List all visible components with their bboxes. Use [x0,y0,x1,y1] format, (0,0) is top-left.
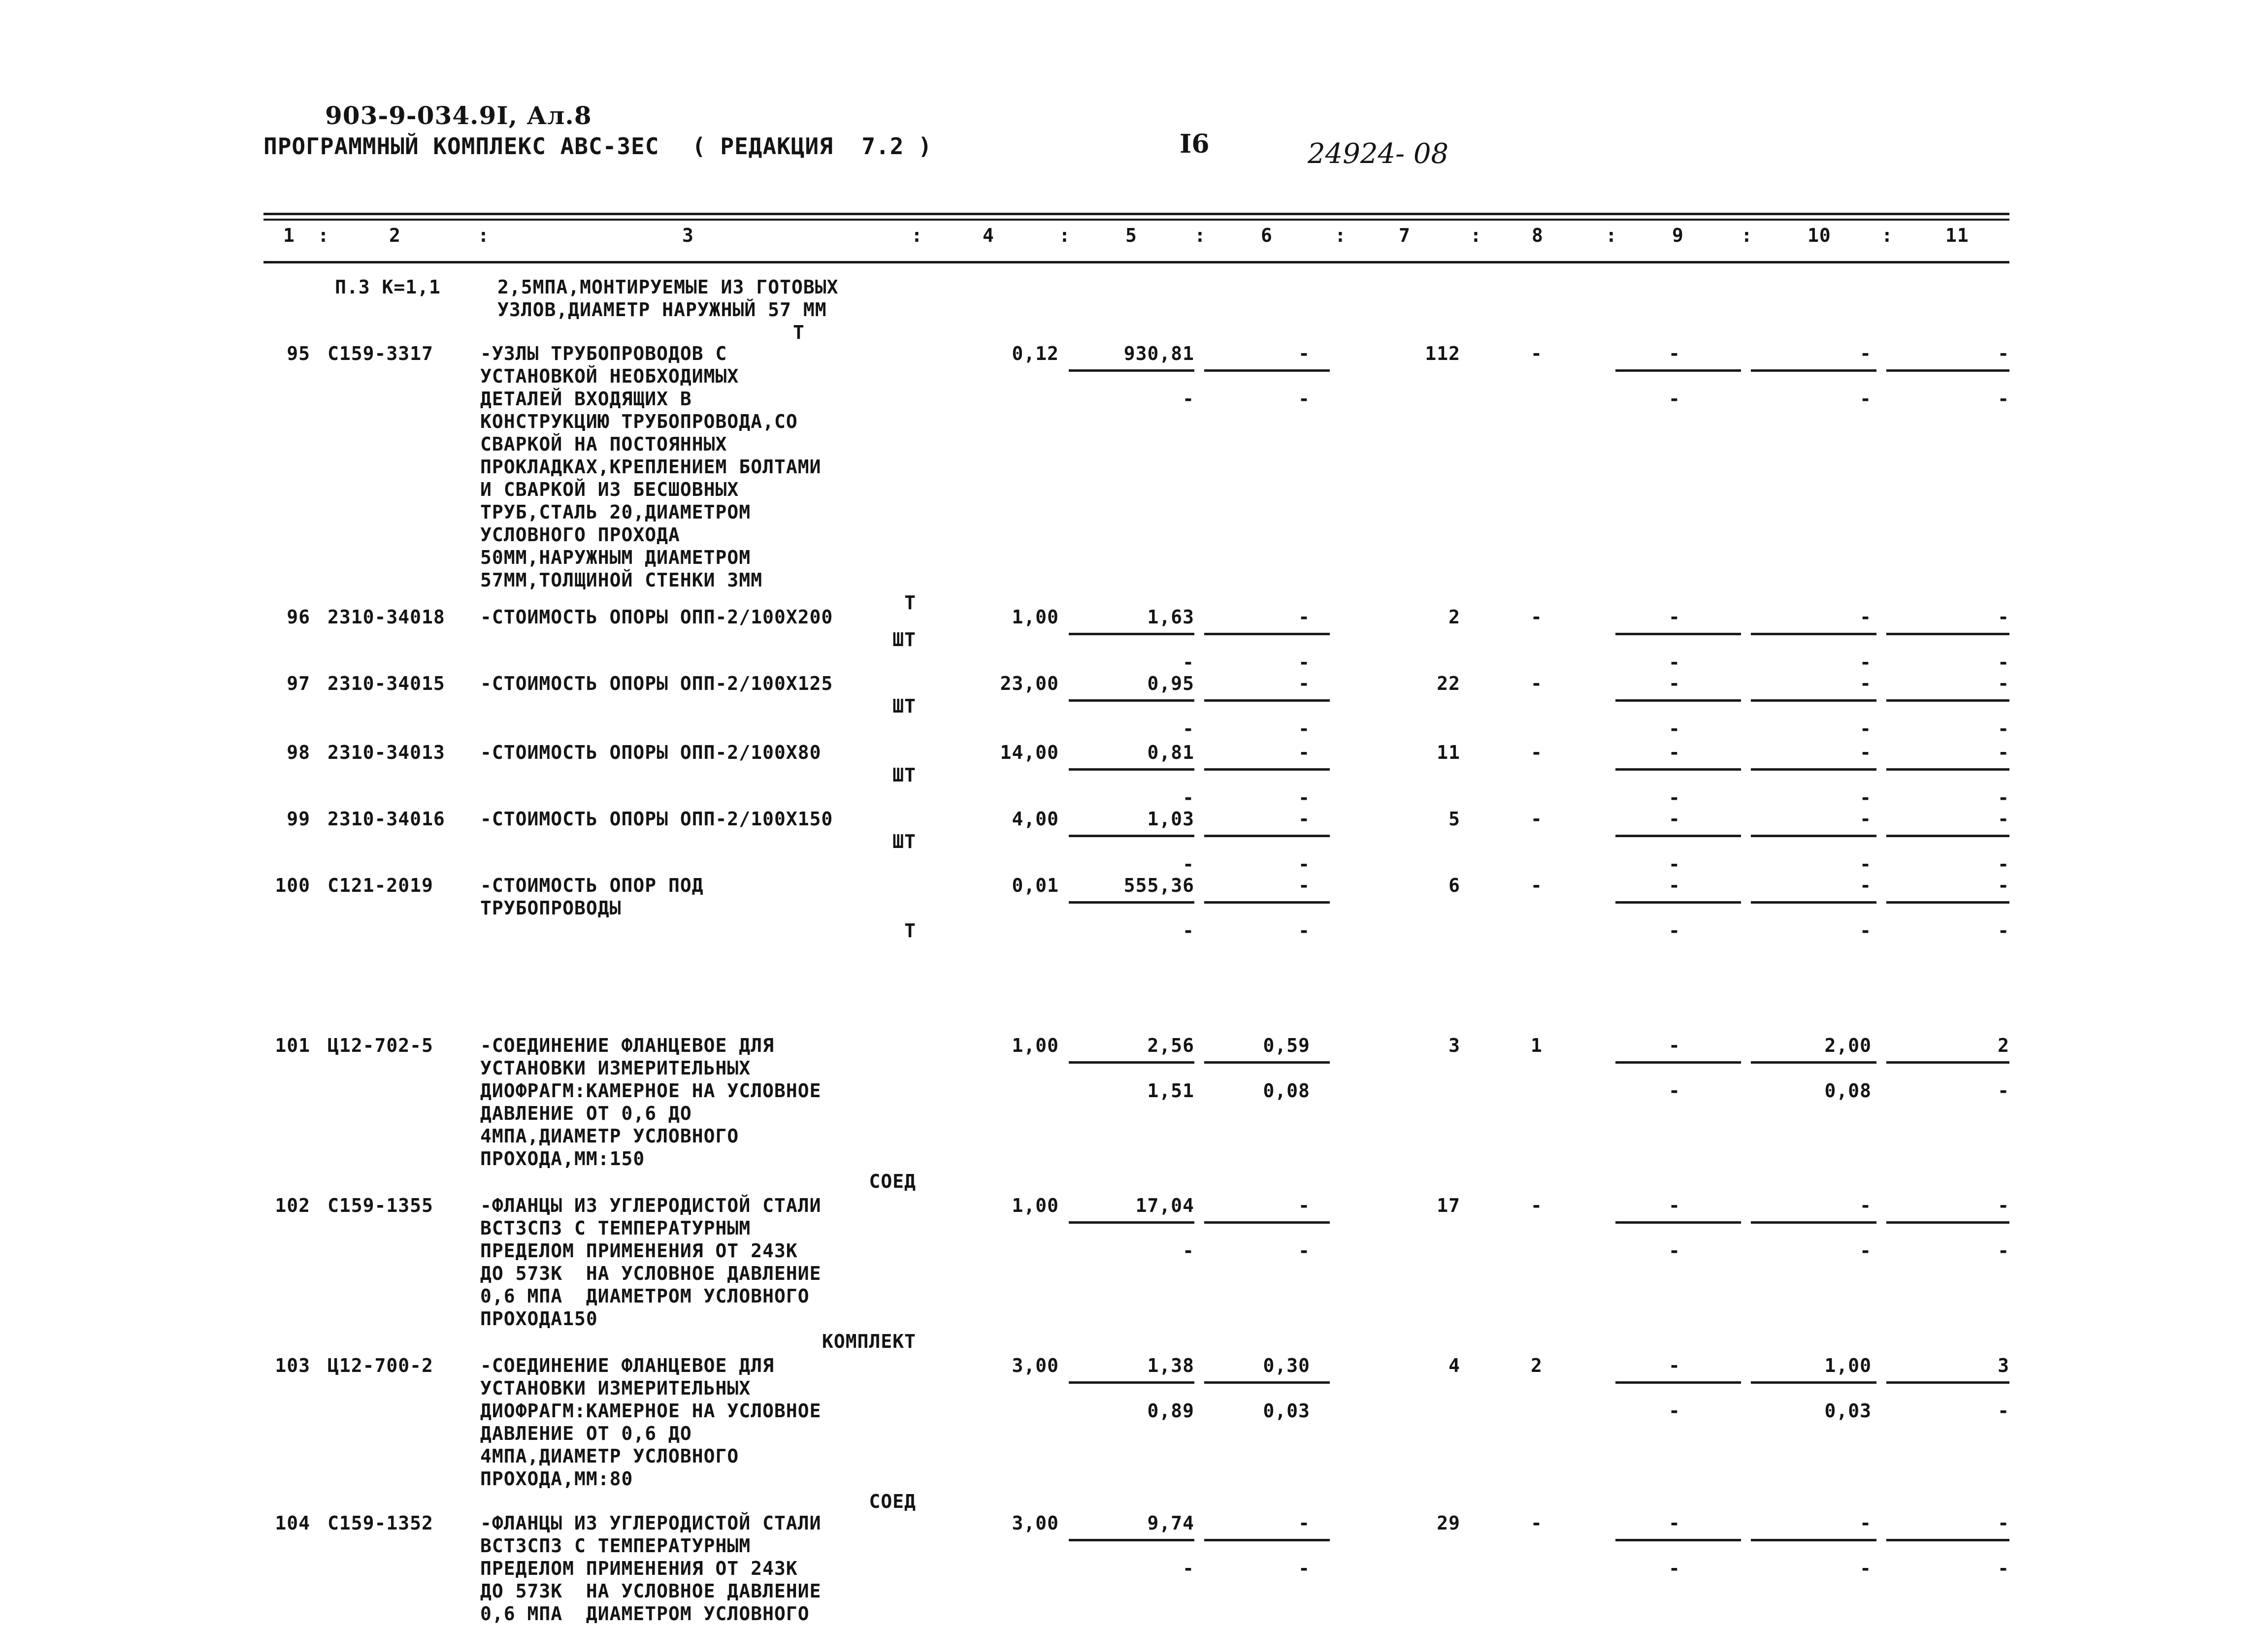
row-description-line: ДИОФРАГМ:КАМЕРНОЕ НА УСЛОВНОЕ [480,1080,822,1102]
row-description-line: ТРУБ,СТАЛЬ 20,ДИАМЕТРОМ [480,501,751,523]
cell-col8: 1 [1531,1035,1543,1056]
cell-underline-rule [1615,699,1741,702]
cell-underline-rule [1886,1381,2009,1384]
row-number: 101 [275,1035,310,1056]
cell-underline-rule [1615,835,1741,837]
row-description-line: ВСТ3СП3 С ТЕМПЕРАТУРНЫМ [480,1535,751,1557]
column-separator: : [1335,225,1347,246]
row-code: 2310-34013 [328,742,445,763]
row-description-line: УСЛОВНОГО ПРОХОДА [480,524,680,546]
cell-underline-rule [1751,369,1876,372]
cell-col10: - [1860,875,1872,896]
cell-col11-wage: - [1998,853,2009,875]
cell-unit-cost-wage: - [1183,388,1194,410]
cell-col11-wage: - [1998,718,2009,740]
cell-col11: - [1998,1512,2009,1534]
cell-underline-rule [1886,768,2009,771]
column-number-8: 8 [1532,225,1544,246]
cell-underline-rule [1069,1061,1194,1064]
column-separator: : [1470,225,1482,246]
cell-quantity: 1,00 [1012,1035,1059,1056]
cell-underline-rule [1615,901,1741,904]
cell-underline-rule [1886,1539,2009,1541]
cell-unit-cost: 1,03 [1147,808,1194,830]
cell-col6-wage: - [1298,1558,1310,1579]
cell-col10: - [1860,1512,1872,1534]
row-number: 99 [287,808,310,830]
cell-col10-wage: - [1860,920,1872,942]
cell-unit-cost-wage: - [1183,1558,1194,1579]
edition-label: ( РЕДАКЦИЯ 7.2 ) [692,133,932,160]
cell-col11: - [1998,606,2009,628]
cell-col10-wage: - [1860,652,1872,673]
row-description-line: -ФЛАНЦЫ ИЗ УГЛЕРОДИСТОЙ СТАЛИ [480,1195,822,1216]
row-description-line: ДАВЛЕНИЕ ОТ 0,6 ДО [480,1103,692,1124]
cell-underline-rule [1204,699,1330,702]
row-description-line: УСТАНОВКОЙ НЕОБХОДИМЫХ [480,365,739,387]
row-description-line: -СТОИМОСТЬ ОПОРЫ ОПП-2/100Х150 [480,808,833,830]
row-code: Ц12-702-5 [328,1035,433,1056]
row-description-line: -УЗЛЫ ТРУБОПРОВОДОВ С [480,343,727,364]
row-description-line: -СОЕДИНЕНИЕ ФЛАНЦЕВОЕ ДЛЯ [480,1035,774,1056]
cell-col6-wage: - [1298,652,1310,673]
cell-underline-rule [1204,901,1330,904]
column-number-11: 11 [1945,225,1969,246]
cell-unit-cost-wage: - [1183,853,1194,875]
row-description-line: -СТОИМОСТЬ ОПОРЫ ОПП-2/100Х200 [480,606,833,628]
row-number: 96 [287,606,310,628]
row-unit: ШТ [892,695,916,717]
cell-col10: - [1860,808,1872,830]
cell-unit-cost-wage: - [1183,1240,1194,1262]
cell-underline-rule [1615,369,1741,372]
cell-underline-rule [1615,1221,1741,1224]
cell-col6: - [1298,673,1310,694]
cell-col9-wage: - [1669,787,1680,809]
row-number: 100 [275,875,310,896]
cell-col11-wage: - [1998,1080,2009,1102]
row-unit: ШТ [892,764,916,786]
cell-underline-rule [1751,633,1876,635]
cell-col11-wage: - [1998,1400,2009,1422]
cell-underline-rule [1886,699,2009,702]
cell-unit-cost-wage: - [1183,920,1194,942]
cell-col6: - [1298,742,1310,763]
row-description-line: 4МПА,ДИАМЕТР УСЛОВНОГО [480,1125,739,1147]
column-number-3: 3 [682,225,694,246]
cell-total-cost: 29 [1437,1512,1460,1534]
cell-underline-rule [1751,768,1876,771]
cell-underline-rule [1886,901,2009,904]
cell-col8: - [1531,606,1543,628]
cell-underline-rule [1886,369,2009,372]
cell-col6-wage: - [1298,1240,1310,1262]
cell-col6: - [1298,808,1310,830]
cell-quantity: 4,00 [1012,808,1059,830]
column-number-5: 5 [1125,225,1137,246]
cell-underline-rule [1204,1221,1330,1224]
cell-underline-rule [1751,901,1876,904]
cell-col10: 1,00 [1824,1355,1872,1376]
cell-col10: - [1860,1195,1872,1216]
row-description-line: УСТАНОВКИ ИЗМЕРИТЕЛЬНЫХ [480,1057,751,1079]
row-description-line: ДЕТАЛЕЙ ВХОДЯЩИХ В [480,388,692,410]
document-code: 903-9-034.9I, Ал.8 [325,101,592,130]
cell-col6: - [1298,343,1310,364]
row-description-line: ДО 573К НА УСЛОВНОЕ ДАВЛЕНИЕ [480,1263,822,1284]
cell-col10: - [1860,673,1872,694]
cell-underline-rule [1069,835,1194,837]
column-separator: : [1741,225,1753,246]
row-description-line: ДИОФРАГМ:КАМЕРНОЕ НА УСЛОВНОЕ [480,1400,822,1422]
cell-col6-wage: 0,08 [1263,1080,1310,1102]
intro-text-line: УЗЛОВ,ДИАМЕТР НАРУЖНЫЙ 57 ММ [497,299,827,321]
row-description-line: -СТОИМОСТЬ ОПОРЫ ОПП-2/100Х80 [480,742,822,763]
cell-unit-cost-wage: - [1183,787,1194,809]
cell-underline-rule [1069,901,1194,904]
row-code: С121-2019 [328,875,433,896]
column-number-10: 10 [1808,225,1831,246]
cell-col10: 2,00 [1824,1035,1872,1056]
row-number: 95 [287,343,310,364]
cell-col9-wage: - [1669,1240,1680,1262]
cell-unit-cost: 0,81 [1147,742,1194,763]
column-separator: : [911,225,923,246]
row-unit: ШТ [892,831,916,852]
row-description-line: ПРЕДЕЛОМ ПРИМЕНЕНИЯ ОТ 243К [480,1558,798,1579]
cell-underline-rule [1204,1539,1330,1541]
cell-col9-wage: - [1669,853,1680,875]
cell-underline-rule [1615,1539,1741,1541]
cell-col6-wage: - [1298,718,1310,740]
cell-col11: - [1998,673,2009,694]
cell-underline-rule [1751,1381,1876,1384]
cell-underline-rule [1751,1539,1876,1541]
row-description-line: 0,6 МПА ДИАМЕТРОМ УСЛОВНОГО [480,1285,810,1307]
row-description-line: ПРОХОДА150 [480,1308,598,1330]
cell-col6-wage: - [1298,853,1310,875]
intro-unit: Т [793,322,805,343]
cell-underline-rule [1069,633,1194,635]
cell-col9: - [1669,673,1680,694]
cell-col9: - [1669,1355,1680,1376]
cell-total-cost: 4 [1448,1355,1460,1376]
row-unit: СОЕД [869,1491,916,1512]
cell-total-cost: 5 [1448,808,1460,830]
cell-total-cost: 11 [1437,742,1460,763]
column-number-1: 1 [283,225,295,246]
row-description-line: -СТОИМОСТЬ ОПОР ПОД [480,875,704,896]
row-code: 2310-34018 [328,606,445,628]
row-description-line: ПРОКЛАДКАХ,КРЕПЛЕНИЕМ БОЛТАМИ [480,456,822,478]
cell-col6: - [1298,1195,1310,1216]
cell-quantity: 1,00 [1012,1195,1059,1216]
row-description-line: ВСТ3СП3 С ТЕМПЕРАТУРНЫМ [480,1217,751,1239]
cell-col8: - [1531,343,1543,364]
row-description-line: -ФЛАНЦЫ ИЗ УГЛЕРОДИСТОЙ СТАЛИ [480,1512,822,1534]
cell-unit-cost: 1,63 [1147,606,1194,628]
row-description-line: КОНСТРУКЦИЮ ТРУБОПРОВОДА,СО [480,411,798,432]
column-number-7: 7 [1399,225,1411,246]
row-description-line: 50ММ,НАРУЖНЫМ ДИАМЕТРОМ [480,547,751,568]
cell-total-cost: 17 [1437,1195,1460,1216]
row-unit: Т [904,920,916,942]
cell-col11: - [1998,1195,2009,1216]
top-rule [263,213,2009,215]
cell-underline-rule [1204,1381,1330,1384]
row-number: 104 [275,1512,310,1534]
cell-total-cost: 3 [1448,1035,1460,1056]
cell-col8: - [1531,808,1543,830]
cell-col10: - [1860,606,1872,628]
intro-text-line: 2,5МПА,МОНТИРУЕМЫЕ ИЗ ГОТОВЫХ [497,276,839,298]
row-number: 97 [287,673,310,694]
cell-underline-rule [1615,768,1741,771]
cell-col11-wage: - [1998,388,2009,410]
cell-underline-rule [1751,1221,1876,1224]
cell-underline-rule [1751,835,1876,837]
cell-underline-rule [1615,633,1741,635]
cell-underline-rule [1886,1061,2009,1064]
cell-col10-wage: - [1860,787,1872,809]
column-number-6: 6 [1261,225,1273,246]
cell-col8: - [1531,1512,1543,1534]
row-unit: КОМПЛЕКТ [822,1331,916,1352]
row-number: 98 [287,742,310,763]
cell-unit-cost-wage: - [1183,718,1194,740]
row-description-line: ПРЕДЕЛОМ ПРИМЕНЕНИЯ ОТ 243К [480,1240,798,1262]
cell-unit-cost: 0,95 [1147,673,1194,694]
handwritten-number: 24924- 08 [1308,138,1449,170]
cell-col8: - [1531,742,1543,763]
header-bottom-rule [263,261,2009,263]
cell-col11-wage: - [1998,787,2009,809]
cell-col9: - [1669,1195,1680,1216]
cell-col9-wage: - [1669,1558,1680,1579]
row-description-line: ПРОХОДА,ММ:80 [480,1468,633,1490]
cell-col11-wage: - [1998,1558,2009,1579]
cell-total-cost: 2 [1448,606,1460,628]
column-separator: : [1059,225,1071,246]
cell-col9-wage: - [1669,1400,1680,1422]
row-code: С159-3317 [328,343,433,364]
top-rule-2 [263,219,2009,221]
row-code: С159-1352 [328,1512,433,1534]
cell-unit-cost: 930,81 [1123,343,1194,364]
cell-col11: 3 [1998,1355,2009,1376]
cell-col10-wage: 0,03 [1824,1400,1872,1422]
cell-col11: 2 [1998,1035,2009,1056]
row-code: 2310-34015 [328,673,445,694]
row-unit: Т [904,592,916,614]
intro-code: П.3 К=1,1 [335,276,441,298]
column-separator: : [318,225,329,246]
cell-col8: - [1531,1195,1543,1216]
cell-total-cost: 112 [1425,343,1460,364]
cell-underline-rule [1204,369,1330,372]
cell-underline-rule [1751,1061,1876,1064]
row-description-line: -СОЕДИНЕНИЕ ФЛАНЦЕВОЕ ДЛЯ [480,1355,774,1376]
cell-col9-wage: - [1669,1080,1680,1102]
cell-col6: 0,59 [1263,1035,1310,1056]
cell-col11: - [1998,808,2009,830]
cell-col9: - [1669,742,1680,763]
row-unit: ШТ [892,629,916,651]
cell-col10-wage: 0,08 [1824,1080,1872,1102]
cell-quantity: 0,01 [1012,875,1059,896]
cell-col6-wage: - [1298,920,1310,942]
cell-underline-rule [1069,768,1194,771]
cell-col9: - [1669,875,1680,896]
row-code: Ц12-700-2 [328,1355,433,1376]
cell-unit-cost: 1,38 [1147,1355,1194,1376]
cell-unit-cost-wage: - [1183,652,1194,673]
cell-underline-rule [1069,1221,1194,1224]
cell-col6-wage: 0,03 [1263,1400,1310,1422]
cell-col10-wage: - [1860,853,1872,875]
row-description-line: СВАРКОЙ НА ПОСТОЯННЫХ [480,433,727,455]
cell-quantity: 3,00 [1012,1355,1059,1376]
cell-unit-cost: 17,04 [1135,1195,1194,1216]
cell-underline-rule [1069,369,1194,372]
cell-col11-wage: - [1998,1240,2009,1262]
page-number: I6 [1180,129,1210,159]
cell-underline-rule [1204,1061,1330,1064]
cell-col11: - [1998,742,2009,763]
cell-col10-wage: - [1860,388,1872,410]
cell-unit-cost-wage: 0,89 [1147,1400,1194,1422]
cell-col6-wage: - [1298,388,1310,410]
cell-quantity: 14,00 [1000,742,1059,763]
column-separator: : [1606,225,1617,246]
cell-quantity: 1,00 [1012,606,1059,628]
cell-underline-rule [1615,1061,1741,1064]
row-description-line: 4МПА,ДИАМЕТР УСЛОВНОГО [480,1445,739,1467]
cell-col9-wage: - [1669,718,1680,740]
cell-col11-wage: - [1998,652,2009,673]
cell-col9: - [1669,1512,1680,1534]
row-description-line: ДАВЛЕНИЕ ОТ 0,6 ДО [480,1423,692,1444]
cell-quantity: 23,00 [1000,673,1059,694]
cell-col11: - [1998,343,2009,364]
cell-unit-cost: 9,74 [1147,1512,1194,1534]
cell-col10-wage: - [1860,718,1872,740]
row-description-line: И СВАРКОЙ ИЗ БЕСШОВНЫХ [480,479,739,500]
cell-col9-wage: - [1669,388,1680,410]
row-description-line: ПРОХОДА,ММ:150 [480,1148,645,1170]
row-number: 103 [275,1355,310,1376]
cell-col9: - [1669,606,1680,628]
row-description-line: ДО 573К НА УСЛОВНОЕ ДАВЛЕНИЕ [480,1580,822,1602]
row-unit: СОЕД [869,1171,916,1192]
cell-col9-wage: - [1669,920,1680,942]
row-description-line: УСТАНОВКИ ИЗМЕРИТЕЛЬНЫХ [480,1377,751,1399]
row-number: 102 [275,1195,310,1216]
cell-col6: - [1298,875,1310,896]
row-code: 2310-34016 [328,808,445,830]
cell-underline-rule [1615,1381,1741,1384]
column-separator: : [478,225,490,246]
cell-underline-rule [1069,1381,1194,1384]
column-separator: : [1194,225,1206,246]
cell-col10: - [1860,742,1872,763]
cell-quantity: 3,00 [1012,1512,1059,1534]
cell-col9: - [1669,808,1680,830]
cell-underline-rule [1886,633,2009,635]
column-number-4: 4 [983,225,994,246]
row-description-line: -СТОИМОСТЬ ОПОРЫ ОПП-2/100Х125 [480,673,833,694]
cell-underline-rule [1204,633,1330,635]
column-separator: : [1881,225,1893,246]
cell-col8: 2 [1531,1355,1543,1376]
cell-total-cost: 22 [1437,673,1460,694]
cell-col9: - [1669,343,1680,364]
cell-col10: - [1860,343,1872,364]
cell-underline-rule [1204,768,1330,771]
cell-col6-wage: - [1298,787,1310,809]
cell-underline-rule [1886,1221,2009,1224]
cell-col6: 0,30 [1263,1355,1310,1376]
cell-quantity: 0,12 [1012,343,1059,364]
cell-unit-cost-wage: 1,51 [1147,1080,1194,1102]
cell-col9-wage: - [1669,652,1680,673]
cell-underline-rule [1886,835,2009,837]
cell-underline-rule [1204,835,1330,837]
cell-col8: - [1531,673,1543,694]
row-description-line: ТРУБОПРОВОДЫ [480,897,622,919]
cell-col10-wage: - [1860,1558,1872,1579]
row-code: С159-1355 [328,1195,433,1216]
cell-col11-wage: - [1998,920,2009,942]
cell-col9: - [1669,1035,1680,1056]
cell-col8: - [1531,875,1543,896]
column-number-9: 9 [1672,225,1684,246]
cell-underline-rule [1069,699,1194,702]
cell-col6: - [1298,606,1310,628]
cell-underline-rule [1751,699,1876,702]
row-description-line: 0,6 МПА ДИАМЕТРОМ УСЛОВНОГО [480,1603,810,1625]
cell-unit-cost: 2,56 [1147,1035,1194,1056]
cell-col10-wage: - [1860,1240,1872,1262]
cell-col6: - [1298,1512,1310,1534]
column-number-2: 2 [389,225,401,246]
cell-total-cost: 6 [1448,875,1460,896]
cell-col11: - [1998,875,2009,896]
cell-underline-rule [1069,1539,1194,1541]
cell-unit-cost: 555,36 [1123,875,1194,896]
row-description-line: 57ММ,ТОЛЩИНОЙ СТЕНКИ 3ММ [480,569,763,591]
program-name: ПРОГРАММНЫЙ КОМПЛЕКС АВС-3ЕС [263,133,659,160]
